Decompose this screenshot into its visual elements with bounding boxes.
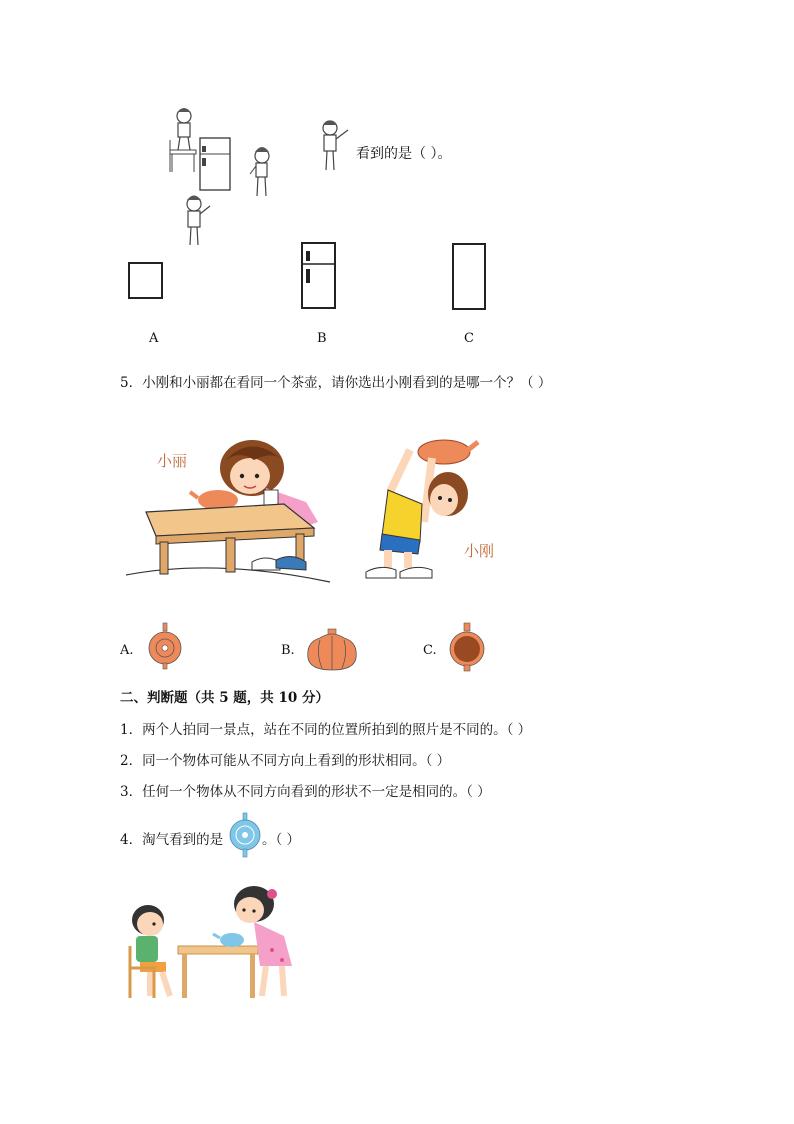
q5-boy-scene — [360, 432, 480, 584]
q4-viewer-figure — [316, 118, 352, 174]
refrigerator-front-icon — [301, 242, 337, 310]
boy-holding-teapot-illustration — [360, 432, 480, 584]
judge-item-2: 2．同一个物体可能从不同方向上看到的形状相同。（ ） — [120, 753, 451, 769]
q5-option-c-label: C. — [423, 643, 437, 658]
q4-option-c-label: C — [464, 331, 474, 346]
pointing-person-icon — [316, 118, 352, 174]
q4-option-a-label: A — [149, 331, 159, 346]
judge-item-4-figure — [228, 812, 262, 858]
q5-option-b-figure — [306, 628, 358, 672]
judge-item-4-scene — [126, 880, 302, 1004]
q4-prompt: 看到的是（ ）。 — [356, 146, 452, 162]
q4-option-b-label: B — [317, 331, 327, 346]
tall-rectangle-outline-icon — [452, 243, 488, 311]
square-outline-icon — [128, 262, 164, 300]
q4-option-c-figure — [452, 243, 488, 311]
judge-item-4-suffix: 。（ ） — [262, 832, 301, 848]
judge-item-4-prefix: 4．淘气看到的是 — [120, 832, 224, 848]
q5-stem: 5．小刚和小丽都在看同一个茶壶，请你选出小刚看到的是哪一个？（ ） — [120, 375, 552, 391]
teapot-top-view-icon — [145, 622, 185, 670]
q4-option-a-figure — [128, 262, 164, 300]
q5-option-b-label: B. — [281, 643, 295, 658]
boy-and-girl-at-table-illustration — [126, 880, 302, 1004]
judge-item-1: 1．两个人拍同一景点，站在不同的位置所拍到的照片是不同的。（ ） — [120, 722, 532, 738]
judge-item-3: 3．任何一个物体从不同方向看到的形状不一定是相同的。（ ） — [120, 784, 491, 800]
q5-boy-name: 小刚 — [464, 542, 495, 560]
q4-option-b-figure — [301, 242, 337, 310]
q5-option-c-figure — [447, 622, 487, 672]
teapot-front-view-icon — [306, 628, 358, 672]
teapot-dark-top-view-icon — [447, 622, 487, 672]
q4-scene-drawing — [160, 102, 290, 252]
section2-title: 二、判断题（共 5 题，共 10 分） — [120, 690, 329, 706]
q5-girl-name: 小丽 — [157, 452, 188, 470]
q4-scene-figure — [160, 102, 290, 252]
teapot-top-view-icon — [228, 812, 262, 858]
q5-option-a-figure — [145, 622, 185, 670]
q5-option-a-label: A. — [120, 643, 134, 658]
